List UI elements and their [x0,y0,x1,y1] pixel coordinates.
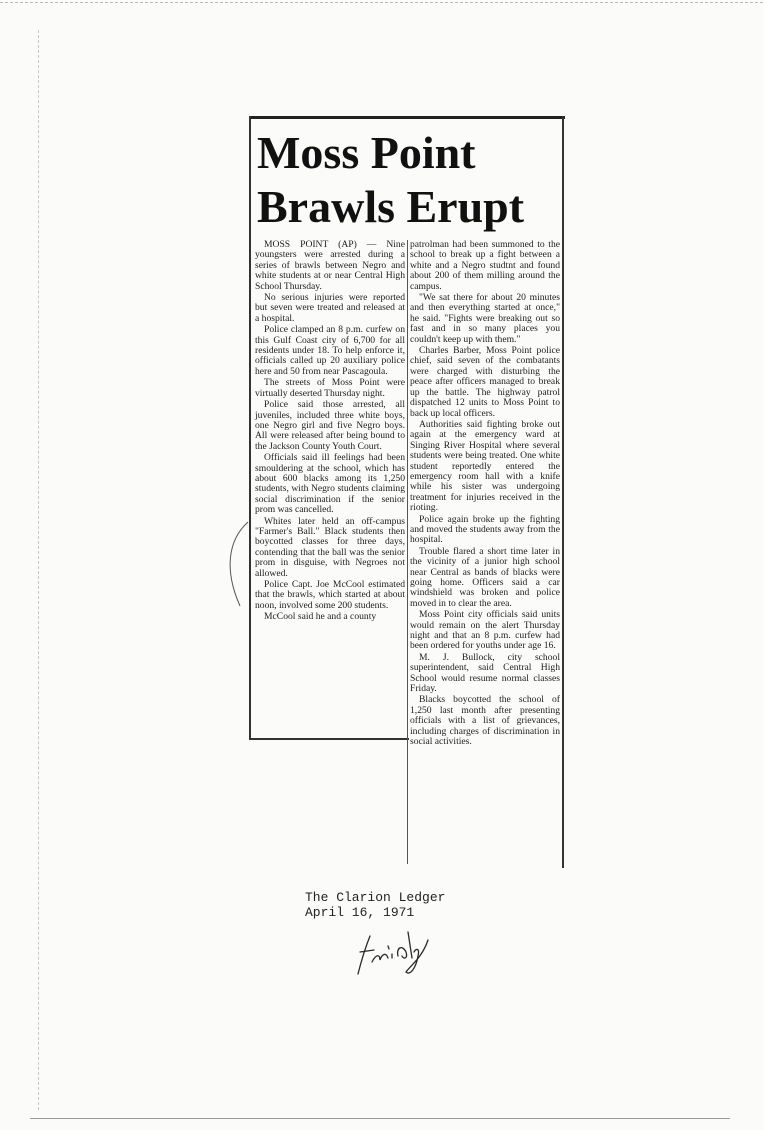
paragraph: Officials said ill feelings had been smouldering at the school, which has about 600 blacks among its 1,250 students, with Negro students claiming social discrimination if the senior prom was cancelled. [255,452,405,516]
page-left-edge [38,30,39,1110]
paragraph: Police again broke up the fighting and moved the students away from the hospital. [410,513,560,546]
paragraph: MOSS POINT (AP) — Nine youngsters were arrested during a series of brawls between Negro and white students at or near Central High School Thursday. [255,239,405,292]
article-right-column [410,240,560,749]
source-credit [305,890,445,920]
paragraph: McCool said he and a county [264,611,377,623]
paragraph: Police said those arrested, all juveniles, included three white boys, one Negro girl and five Negro boys. All were released after being bound to the Jackson County Youth Court. [255,399,405,452]
clipping-left-border [249,116,251,738]
article-left-column [255,240,405,624]
paragraph: The streets of Moss Point were virtually deserted Thursday night. [255,377,405,399]
publication-date: April 16, 1971 [305,905,415,920]
headline-line-2: Brawls Erupt [257,181,525,232]
paragraph: Trouble flared a short time later in the vicinity of a junior high school near Central as bands of blacks were going home. Officers said a car windshield was broken and police moved in to clear the area. [410,545,560,609]
column-divider [407,240,408,864]
paragraph: Police Capt. Joe McCool estimated that the brawls, which started at about noon, involved some 200 students. [255,579,405,611]
clipping-right-border [562,116,564,868]
headline [257,126,557,234]
handwritten-friday-note [352,918,432,978]
top-edge-dashes [0,2,763,3]
clipping-column-bottom [249,738,409,740]
headline-line-1: Moss Point [257,127,476,178]
paragraph: Blacks boycotted the school of 1,250 last month after presenting officials with a list of grievances, including charges of discrimination in social activities. [410,694,560,748]
margin-bracket-mark [222,520,252,610]
clipping-top-rule [249,116,565,119]
page-bottom-rule [30,1118,730,1119]
paragraph: M. J. Bullock, city school superintendent, said Central High School would resume normal classes Friday. [410,651,560,695]
paragraph: Moss Point city officials said units would remain on the alert Thursday night and that an 8 p.m. curfew had been ordered for youths under age 16. [410,609,560,652]
paragraph: No serious injuries were reported but seven were treated and released at a hospital. [255,292,405,324]
newspaper-clipping [249,112,565,872]
paragraph: Whites later held an off-campus "Farmer's Ball." Black students then boycotted classes for three days, contending that the ball was the senior prom in disguise, with Negroes not allowed. [255,515,405,579]
paragraph: "We sat there for about 20 minutes and then everything started at once," he said. "Fights were breaking out so fast and in so many places you couldn't keep up with them." [410,292,560,345]
paragraph: Authorities said fighting broke out again at the emergency ward at Singing River Hospital where several students were being treated. One white student reportedly entered the emergency room hall with a knife while his sister was undergoing treatment for injuries received in the rioting. [410,418,560,514]
publication-name: The Clarion Ledger [305,890,446,905]
paragraph: Police clamped an 8 p.m. curfew on this Gulf Coast city of 6,700 for all residents under 18. To help enforce it, officials called up 20 auxiliary police here and 50 from near Pascagoula. [255,324,405,377]
paragraph: patrolman had been summoned to the school to break up a fight between a white and a Negro studtnt and found about 200 of them milling around the campus. [410,239,560,292]
paragraph: Charles Barber, Moss Point police chief, said seven of the combatants were charged with disturbing the peace after officers managed to break up the battle. The highway patrol dispatched 12 units to Moss Point to back up local officers. [410,345,560,419]
